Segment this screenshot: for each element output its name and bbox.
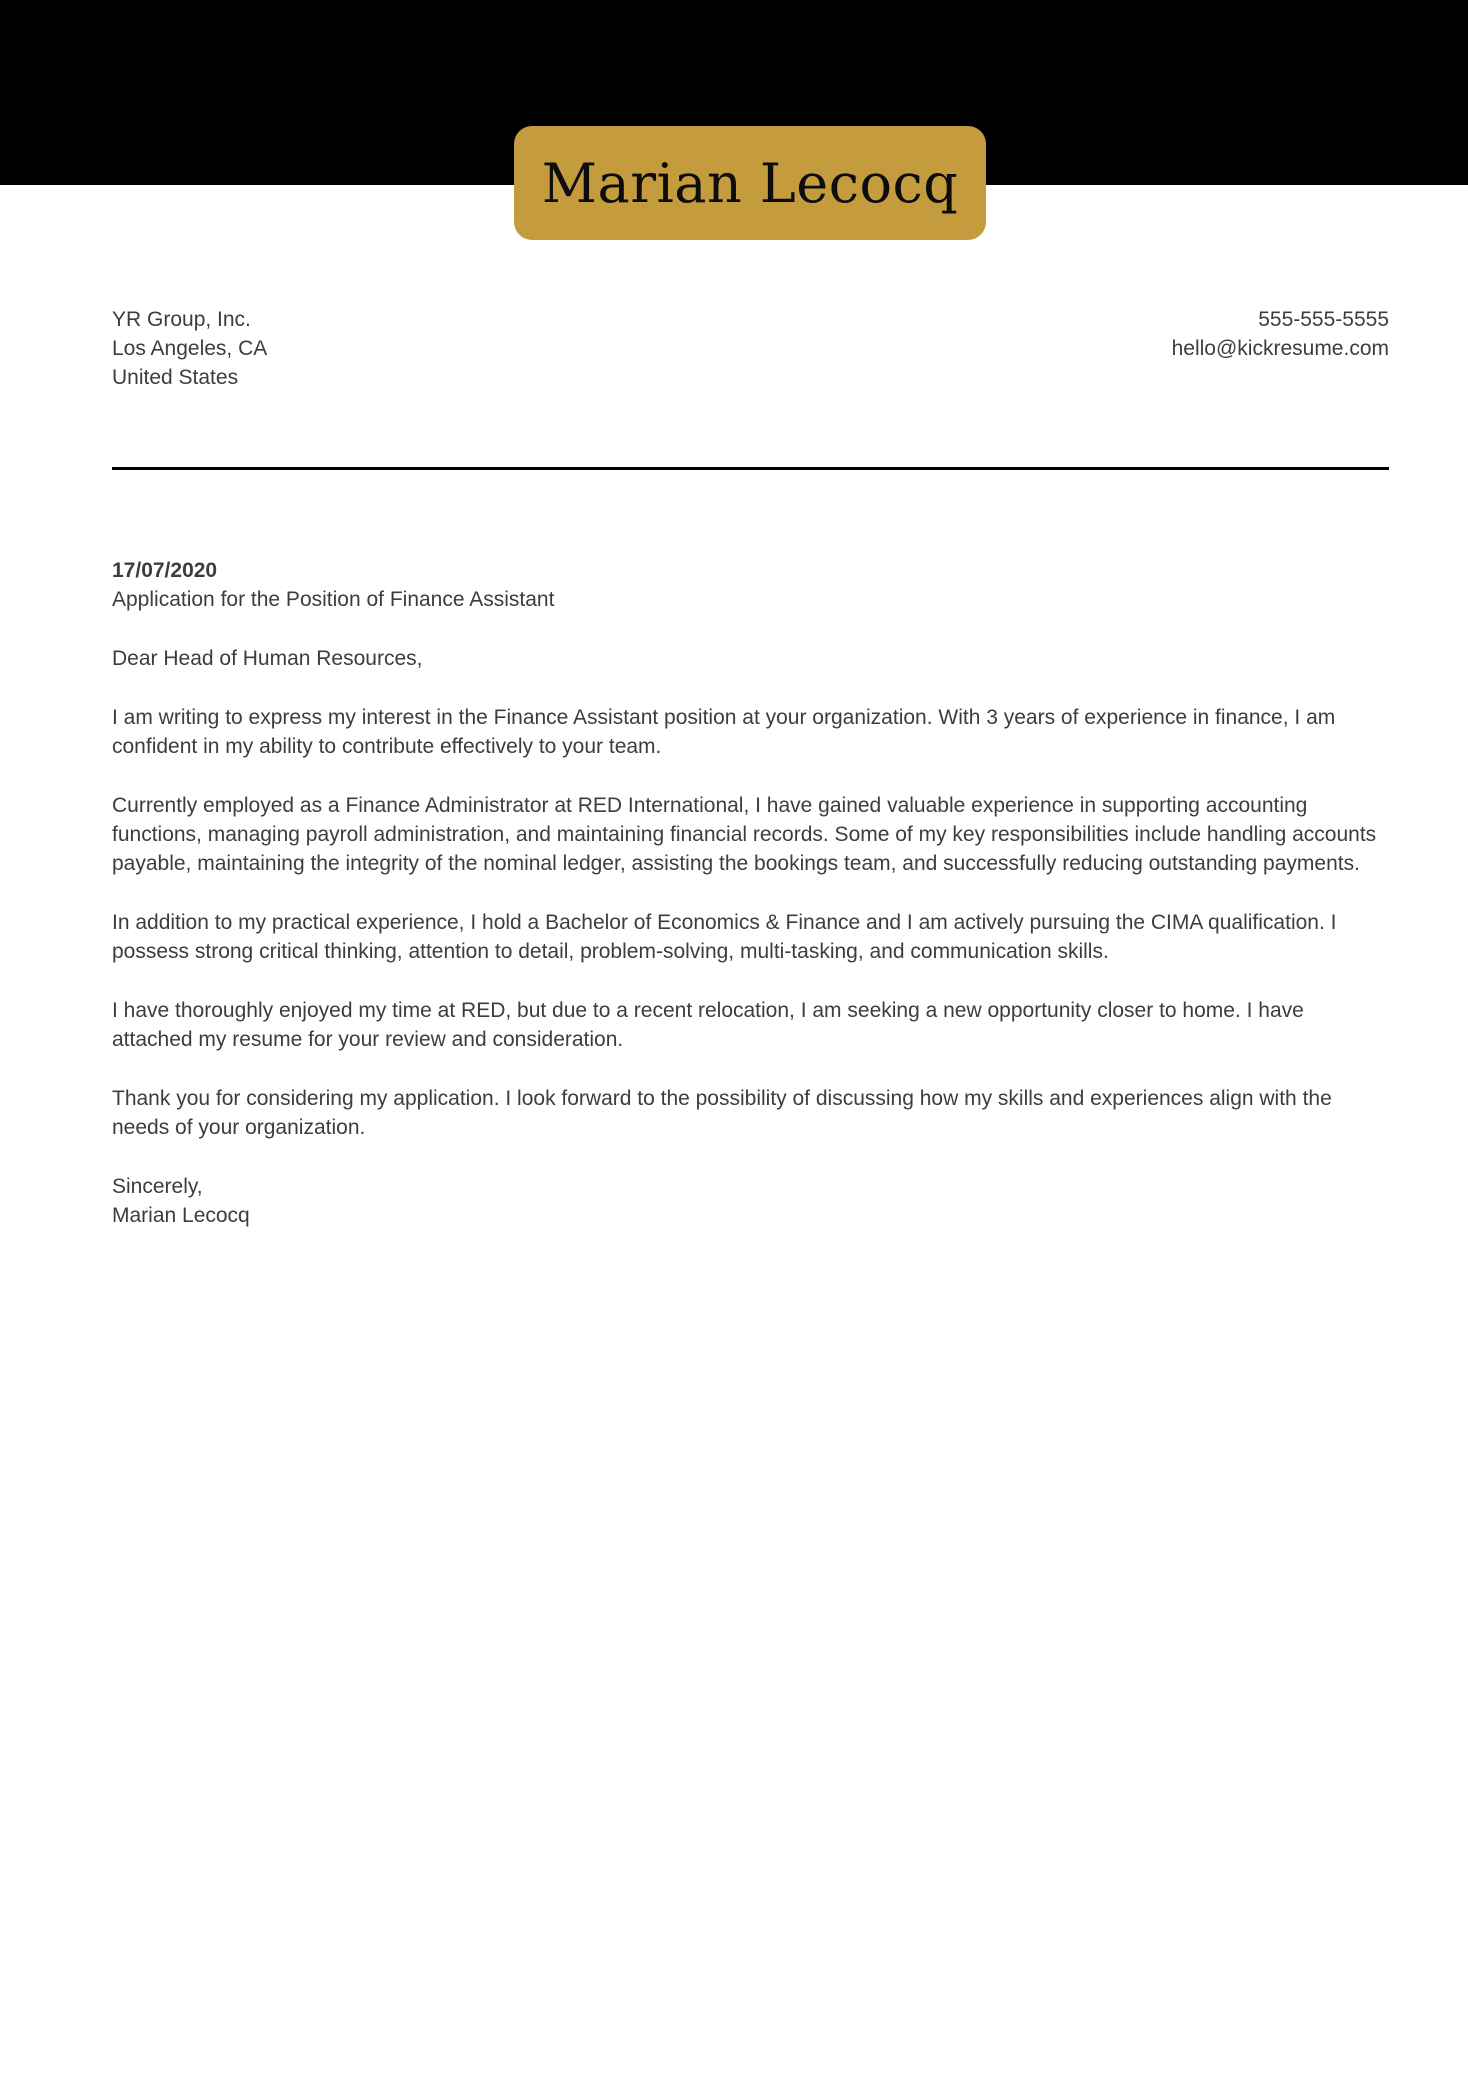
letter-date: 17/07/2020 bbox=[112, 559, 218, 582]
date-subject-block bbox=[112, 556, 1389, 614]
letter-subject: Application for the Position of Finance Assistant bbox=[112, 588, 555, 611]
paragraph-thanks: Thank you for considering my application. I look forward to the possibility of discussing how my skills and experiences align with the needs of your organization. bbox=[112, 1087, 1332, 1139]
closing-block bbox=[112, 1172, 1389, 1230]
paragraph-relocation: I have thoroughly enjoyed my time at RED, but due to a recent relocation, I am seeking a new opportunity closer to home. I have attached my resume for your review and consideration. bbox=[112, 999, 1304, 1051]
person-name: Marian Lecocq bbox=[541, 151, 959, 215]
closing-word: Sincerely, bbox=[112, 1175, 203, 1198]
paragraph-experience: Currently employed as a Finance Administrator at RED International, I have gained valuable experience in supporting accounting functions, managing payroll administration, and maintaining financial records. Some of my key responsibilities include handling accounts payable, maintaining the integrity of the nominal ledger, assisting the bookings team, and successfully reducing outstanding payments. bbox=[112, 794, 1377, 875]
employer-city: Los Angeles, CA bbox=[112, 337, 268, 360]
employer-country: United States bbox=[112, 366, 239, 389]
email-address: hello@kickresume.com bbox=[1171, 337, 1389, 360]
letter-body bbox=[112, 556, 1389, 1260]
signature-name: Marian Lecocq bbox=[112, 1204, 250, 1227]
employer-name: YR Group, Inc. bbox=[112, 308, 251, 331]
employer-address-block bbox=[112, 305, 267, 392]
salutation: Dear Head of Human Resources, bbox=[112, 647, 423, 670]
phone-number: 555-555-5555 bbox=[1258, 308, 1389, 331]
contact-section bbox=[112, 305, 1389, 392]
personal-contact-block bbox=[1172, 305, 1389, 363]
paragraph-education: In addition to my practical experience, I hold a Bachelor of Economics & Finance and I am actively pursuing the CIMA qualification. I possess strong critical thinking, attention to detail, problem-solving, multi-tasking, and communication skills. bbox=[112, 911, 1337, 963]
header-divider bbox=[112, 467, 1389, 470]
paragraph-intro: I am writing to express my interest in the Finance Assistant position at your organization. With 3 years of experience in finance, I am confident in my ability to contribute effectively to your team. bbox=[112, 706, 1336, 758]
name-plate bbox=[514, 126, 986, 240]
